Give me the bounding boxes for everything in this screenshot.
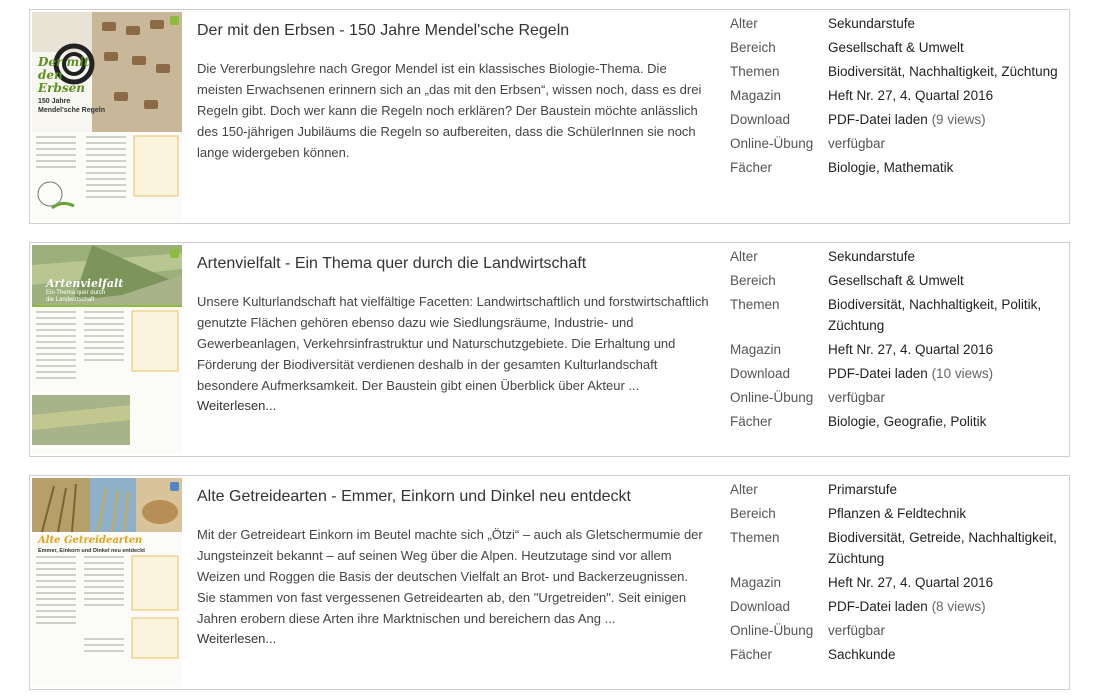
topic-link[interactable]: Züchtung xyxy=(1001,64,1058,79)
meta-alter-value[interactable]: Sekundarstufe xyxy=(828,16,916,31)
online-exercise-status: verfügbar xyxy=(828,136,886,151)
topic-link[interactable]: Getreide xyxy=(909,530,961,545)
pdf-download-link[interactable]: PDF-Datei laden xyxy=(828,366,928,381)
meta-label-download: Download xyxy=(730,599,791,614)
pdf-download-link[interactable]: PDF-Datei laden xyxy=(828,112,928,127)
material-title[interactable]: Alte Getreidearten - Emmer, Einkorn und Dinkel neu entdeckt xyxy=(197,488,631,505)
meta-alter-value[interactable]: Primarstufe xyxy=(828,482,898,497)
topic-link[interactable]: Züchtung xyxy=(828,318,885,333)
material-card xyxy=(29,475,1070,690)
meta-label-magazin: Magazin xyxy=(730,575,782,590)
topic-link[interactable]: Nachhaltigkeit xyxy=(968,530,1054,545)
meta-alter-value[interactable]: Sekundarstufe xyxy=(828,249,916,264)
meta-label-magazin: Magazin xyxy=(730,342,782,357)
topic-link[interactable]: Züchtung xyxy=(828,551,885,566)
meta-label-themen: Themen xyxy=(730,530,780,545)
subject-link[interactable]: Mathematik xyxy=(883,160,954,175)
online-exercise-status: verfügbar xyxy=(828,390,886,405)
meta-label-alter: Alter xyxy=(730,482,758,497)
material-title[interactable]: Artenvielfalt - Ein Thema quer durch die Landwirtschaft xyxy=(197,255,587,272)
material-meta: Alter Sekundarstufe Bereich Gesellschaft & Umwelt Themen Biodiversität, Nachhaltigkeit, Züchtung Magazin Heft Nr. 27, 4. Quartal 2016 Download PDF-Datei laden (9 views) Online-Übung verfügbar Fächer Biologie, Mathematik xyxy=(730,13,1070,181)
meta-label-alter: Alter xyxy=(730,249,758,264)
download-views: (10 views) xyxy=(931,366,994,381)
read-more-link[interactable]: Weiterlesen... xyxy=(197,631,277,646)
material-description: Die Vererbungslehre nach Gregor Mendel ist ein klassisches Biologie-Thema. Die meisten Erwachsenen erinnern sich an „das mit den Erbsen“, wissen noch, dass es drei Regeln gibt. Doch wer kann die Regeln noch erklären? Der Baustein möchte anlässlich des 150-jährigen Jubiläums die Regeln so aufbereiten, dass die SchülerInnen sie noch lange widergeben können. xyxy=(197,61,702,160)
meta-label-online: Online-Übung xyxy=(730,136,814,151)
meta-label-download: Download xyxy=(730,366,791,381)
material-description: Unsere Kulturlandschaft hat vielfältige Facetten: Landwirtschaftlich und forstwirtschaftlich genutzte Flächen gehören ebenso dazu wie Siedlungsräume, Industrie- und Gewerbeanlagen, Verkehrsinfrastruktur und Naturschutzgebiete. Die Erhaltung und Förderung der Biodiversität verdienen deshalb in der gesamten Kulturlandschaft besondere Aufmerksamkeit. Der Baustein gibt einen Überblick über Akteur ... xyxy=(197,294,709,393)
meta-bereich-value[interactable]: Gesellschaft & Umwelt xyxy=(828,273,964,288)
magazine-link[interactable]: Heft Nr. 27, 4. Quartal 2016 xyxy=(828,575,994,590)
meta-label-magazin: Magazin xyxy=(730,88,782,103)
read-more-link[interactable]: Weiterlesen... xyxy=(197,398,277,413)
topic-link[interactable]: Biodiversität xyxy=(828,297,902,312)
material-meta: Alter Primarstufe Bereich Pflanzen & Feldtechnik Themen Biodiversität, Getreide, Nachhaltigkeit, Züchtung Magazin Heft Nr. 27, 4. Quartal 2016 Download PDF-Datei laden (8 views) Online-Übung verfügbar Fächer Sachkunde xyxy=(730,479,1070,668)
material-meta: Alter Sekundarstufe Bereich Gesellschaft & Umwelt Themen Biodiversität, Nachhaltigkeit, Politik, Züchtung Magazin Heft Nr. 27, 4. Quartal 2016 Download PDF-Datei laden (10 views) Online-Übung verfügbar Fächer Biologie, Geografie, Politik xyxy=(730,246,1070,435)
cover-subtitle: Emmer, Einkorn und Dinkel neu entdeckt xyxy=(38,548,145,554)
topic-link[interactable]: Biodiversität xyxy=(828,530,902,545)
topic-link[interactable]: Nachhaltigkeit xyxy=(909,297,994,312)
subject-link[interactable]: Biologie xyxy=(828,414,877,429)
cover-subtitle: die Landwirtschaft xyxy=(46,297,95,303)
magazine-link[interactable]: Heft Nr. 27, 4. Quartal 2016 xyxy=(828,88,994,103)
meta-label-bereich: Bereich xyxy=(730,506,776,521)
topic-link[interactable]: Politik xyxy=(1001,297,1038,312)
cover-thumbnail[interactable] xyxy=(32,12,182,221)
meta-label-bereich: Bereich xyxy=(730,40,776,55)
subject-link[interactable]: Biologie xyxy=(828,160,877,175)
cover-thumbnail[interactable] xyxy=(32,478,182,687)
meta-label-faecher: Fächer xyxy=(730,647,773,662)
meta-label-download: Download xyxy=(730,112,791,127)
cover-subtitle: 150 Jahre xyxy=(38,98,71,105)
cover-heading: Der mit den Erbsen xyxy=(38,55,90,95)
cover-subtitle: Ein Thema quer durch xyxy=(46,290,106,296)
cover-image xyxy=(32,12,182,221)
download-views: (8 views) xyxy=(931,599,986,614)
meta-label-themen: Themen xyxy=(730,297,780,312)
subject-link[interactable]: Politik xyxy=(950,414,987,429)
meta-label-faecher: Fächer xyxy=(730,160,773,175)
meta-label-online: Online-Übung xyxy=(730,623,814,638)
material-description: Mit der Getreideart Einkorn im Beutel machte sich „Ötzi“ – auch als Gletschermumie der Jungsteinzeit bekannt – auf seinen Weg über die Alpen. Heutzutage sind vor allem Weizen und Roggen die Basis der deutschen Vielfalt an Brot- und Backerzeugnissen. Sie stammen von fast vergessenen Getreidearten ab, den "Urgetreiden". Seit einigen Jahren erobern diese Arten ihre Marktnischen und bereichern das Ang ... xyxy=(197,527,703,626)
subject-link[interactable]: Sachkunde xyxy=(828,647,896,662)
topic-link[interactable]: Biodiversität xyxy=(828,64,902,79)
meta-label-themen: Themen xyxy=(730,64,780,79)
material-card xyxy=(29,9,1070,224)
meta-bereich-value[interactable]: Gesellschaft & Umwelt xyxy=(828,40,964,55)
meta-label-alter: Alter xyxy=(730,16,758,31)
online-exercise-status: verfügbar xyxy=(828,623,886,638)
cover-thumbnail[interactable] xyxy=(32,245,182,454)
download-views: (9 views) xyxy=(931,112,986,127)
subject-link[interactable]: Geografie xyxy=(883,414,943,429)
cover-heading: Alte Getreidearten xyxy=(38,535,143,546)
cover-heading: Artenvielfalt xyxy=(46,277,124,290)
material-title[interactable]: Der mit den Erbsen - 150 Jahre Mendel'sche Regeln xyxy=(197,22,570,39)
meta-label-bereich: Bereich xyxy=(730,273,776,288)
cover-image xyxy=(32,478,182,687)
cover-subtitle: Mendel'sche Regeln xyxy=(38,107,106,114)
material-card xyxy=(29,242,1070,457)
meta-label-faecher: Fächer xyxy=(730,414,773,429)
magazine-link[interactable]: Heft Nr. 27, 4. Quartal 2016 xyxy=(828,342,994,357)
topic-link[interactable]: Nachhaltigkeit xyxy=(909,64,994,79)
meta-label-online: Online-Übung xyxy=(730,390,814,405)
meta-bereich-value[interactable]: Pflanzen & Feldtechnik xyxy=(828,506,967,521)
pdf-download-link[interactable]: PDF-Datei laden xyxy=(828,599,928,614)
